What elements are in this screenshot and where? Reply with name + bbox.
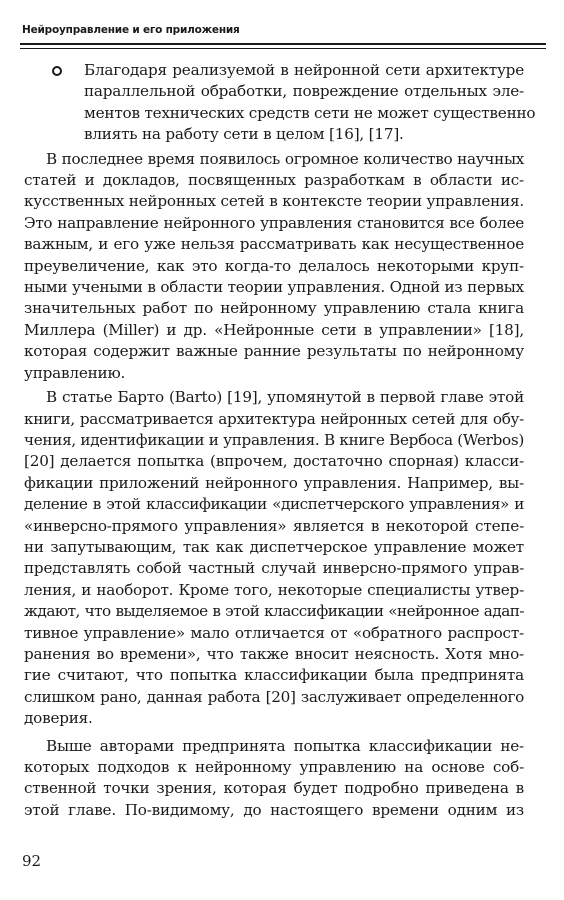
text-line: «инверсно-прямого управления» является в некоторой степе-	[24, 516, 524, 535]
running-head: Нейроуправление и его приложения	[22, 24, 240, 36]
text-line: преувеличение, как это когда-то делалось некоторыми круп-	[24, 256, 524, 275]
text-line: представлять собой частный случай инверсно-прямого управ-	[24, 559, 524, 578]
text-line: Это направление нейронного управления становится все более	[24, 213, 524, 232]
bullet-item	[48, 60, 536, 146]
text-line: ни запутывающим, так как диспетчерское управление может	[24, 537, 524, 556]
text-line: слишком рано, данная работа [20] заслуживает определенного	[24, 687, 524, 706]
text-line: тивное управление» мало отличается от «обратного распрост-	[24, 623, 524, 642]
text-line: В статье Барто (Barto) [19], упомянутой в первой главе этой	[46, 388, 524, 407]
text-line: ждают, что выделяемое в этой классификации «нейронное адап-	[24, 602, 524, 621]
text-line: статей и докладов, посвященных разработкам в области ис-	[24, 171, 524, 190]
text-line: чения, идентификации и управления. В книге Вербоса (Werbos)	[24, 430, 524, 449]
text-line: деление в этой классификации «диспетчерского управления» и	[24, 495, 524, 514]
header-rule-thin	[20, 48, 546, 49]
body-text	[24, 60, 536, 824]
text-line: [20] делается попытка (впрочем, достаточно спорная) класси-	[24, 452, 524, 471]
text-line: фикации приложений нейронного управления. Например, вы-	[24, 473, 524, 492]
text-line: ными учеными в области теории управления. Одной из первых	[24, 278, 524, 297]
paragraph	[24, 149, 524, 384]
text-line: параллельной обработки, повреждение отдельных эле-	[84, 82, 524, 101]
text-line: гие считают, что попытка классификации была предпринята	[24, 666, 524, 685]
text-line: Миллера (Miller) и др. «Нейронные сети в управлении» [18],	[24, 320, 524, 339]
text-line: этой главе. По-видимому, до настоящего времени одним из	[24, 800, 524, 819]
text-line: ственной точки зрения, которая будет подробно приведена в	[24, 779, 524, 798]
text-line: кусственных нейронных сетей в контексте теории управления.	[24, 192, 524, 211]
header-rule-thick	[20, 43, 546, 45]
text-line: книги, рассматривается архитектура нейронных сетей для обу-	[24, 409, 524, 428]
text-line: управлению.	[24, 363, 126, 382]
paragraph	[24, 736, 524, 822]
text-line: доверия.	[24, 709, 93, 728]
text-line: ления, и наоборот. Кроме того, некоторые специалисты утвер-	[24, 580, 524, 599]
text-line: которых подходов к нейронному управлению на основе соб-	[24, 758, 524, 776]
text-line: значительных работ по нейронному управлению стала книга	[24, 299, 524, 318]
text-line: ранения во времени», что также вносит неясность. Хотя мно-	[24, 644, 524, 663]
text-line: которая содержит важные ранние результаты по нейронному	[24, 342, 524, 361]
text-line: Выше авторами предпринята попытка классификации не-	[46, 736, 524, 755]
page-number: 92	[22, 852, 42, 870]
text-line: Благодаря реализуемой в нейронной сети архитектуре	[84, 61, 524, 79]
text-line: влиять на работу сети в целом [16], [17].	[84, 125, 404, 144]
text-line: В последнее время появилось огромное количество научных	[46, 149, 524, 168]
paragraph	[24, 387, 524, 730]
text-line: ментов технических средств сети не может существенно	[84, 103, 536, 122]
text-line: важным, и его уже нельзя рассматривать как несущественное	[24, 235, 524, 254]
bullet-circle-icon	[52, 66, 62, 76]
